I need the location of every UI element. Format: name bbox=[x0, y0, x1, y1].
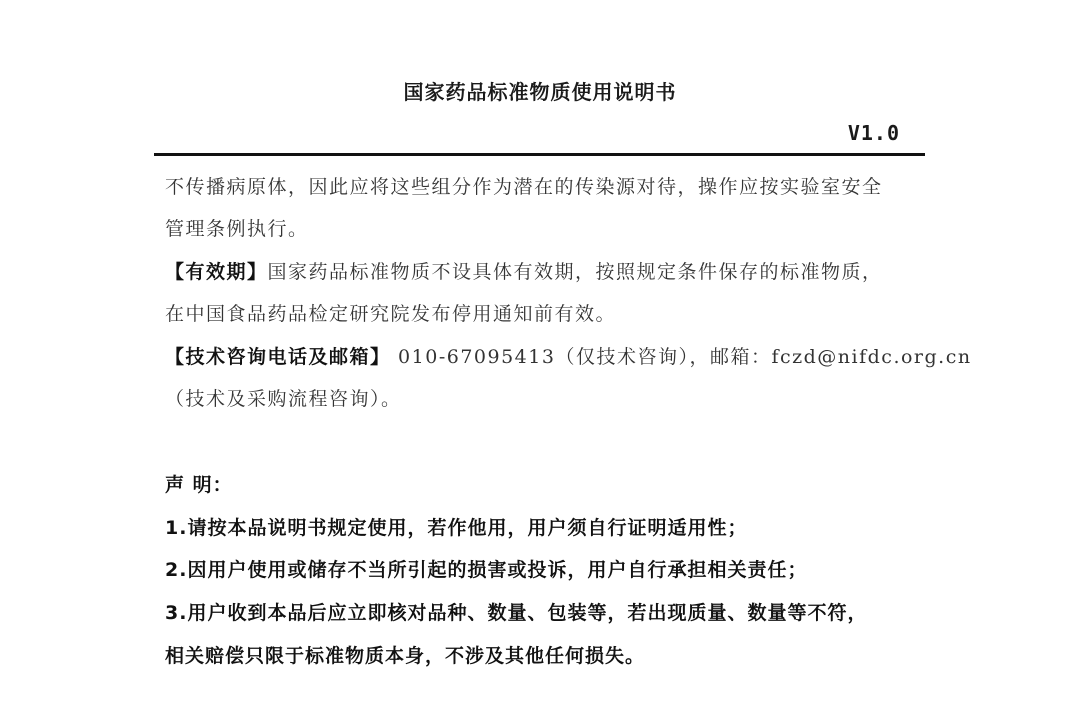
contact-text: 010-67095413（仅技术咨询），邮箱：fczd@nifdc.org.cn bbox=[390, 346, 972, 368]
declaration-item: 1.请按本品说明书规定使用，若作他用，用户须自行证明适用性； bbox=[165, 517, 748, 539]
declaration-item: 相关赔偿只限于标准物质本身，不涉及其他任何损失。 bbox=[165, 645, 646, 667]
declaration-item: 2.因用户使用或储存不当所引起的损害或投诉，用户自行承担相关责任； bbox=[165, 559, 808, 581]
header-divider bbox=[154, 153, 925, 156]
contact-label: 【技术咨询电话及邮箱】 bbox=[165, 346, 391, 368]
document-title: 国家药品标准物质使用说明书 bbox=[403, 80, 677, 104]
contact-line bbox=[165, 342, 972, 369]
validity-text: 国家药品标准物质不设具体有效期，按照规定条件保存的标准物质， bbox=[267, 261, 883, 283]
body-line: 管理条例执行。 bbox=[165, 218, 309, 240]
validity-label: 【有效期】 bbox=[165, 261, 268, 283]
body-line: 不传播病原体，因此应将这些组分作为潜在的传染源对待，操作应按实验室安全 bbox=[165, 176, 883, 198]
body-line: （技术及采购流程咨询）。 bbox=[165, 388, 402, 410]
declaration-heading: 声 明： bbox=[165, 474, 233, 496]
version-label: V1.0 bbox=[847, 121, 900, 145]
declaration-item: 3.用户收到本品后应立即核对品种、数量、包装等，若出现质量、数量等不符， bbox=[165, 602, 868, 624]
validity-line bbox=[165, 257, 883, 284]
body-line: 在中国食品药品检定研究院发布停用通知前有效。 bbox=[165, 303, 617, 325]
